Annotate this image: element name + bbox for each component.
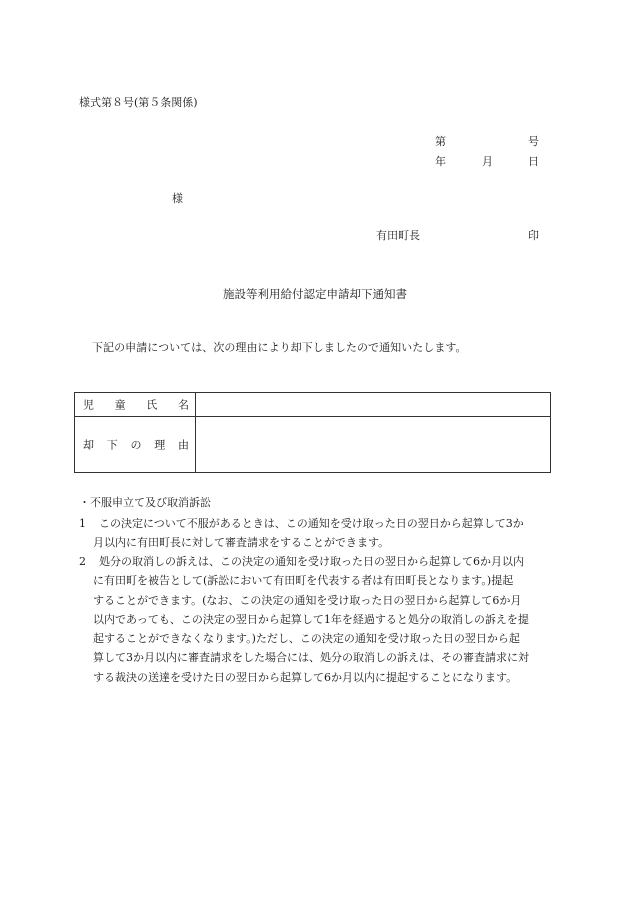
table-row-rejection-reason xyxy=(75,417,550,473)
intro-text: 下記の申請については、次の理由により却下しましたので通知いたします。 xyxy=(92,341,467,354)
date-day-label: 日 xyxy=(528,155,539,168)
note-body xyxy=(93,552,552,687)
label-char: 童 xyxy=(114,398,126,411)
rejection-reason-label-cell xyxy=(75,417,196,473)
label-char: 名 xyxy=(177,398,189,411)
rejection-reason-value[interactable] xyxy=(196,417,550,473)
note-line: 以内であっても、この決定の翌日から起算して1年を経過すると処分の取消しの訴えを提 xyxy=(93,612,529,626)
date-year-label: 年 xyxy=(435,155,446,168)
rejection-reason-label xyxy=(83,440,189,451)
addressee-honorific: 様 xyxy=(172,192,183,205)
note-line: 処分の取消しの訴えは、この決定の通知を受け取った日の翌日から起算して6か月以内 xyxy=(99,555,524,568)
info-table xyxy=(74,392,551,473)
child-name-label-cell xyxy=(75,393,196,416)
sender-name: 有田町長 xyxy=(376,229,420,242)
label-char: の xyxy=(130,438,142,452)
note-body xyxy=(93,514,552,553)
label-char: 児 xyxy=(83,398,94,411)
label-char: 由 xyxy=(178,438,189,452)
date-month-label: 月 xyxy=(482,155,493,168)
note-line: 起することができなくなります。)ただし、この決定の通知を受け取った日の翌日から起 xyxy=(93,632,520,646)
note-line: に有田町を被告として(訴訟において有田町を代表する者は有田町長となります。)提起 xyxy=(93,574,514,588)
label-char: 下 xyxy=(106,438,118,452)
document-title: 施設等利用給付認定申請却下通知書 xyxy=(223,287,407,301)
document-number-suffix: 号 xyxy=(528,135,539,148)
document-number-label: 第 xyxy=(435,135,446,148)
label-char: 理 xyxy=(154,438,166,452)
child-name-label xyxy=(83,399,189,410)
notes-heading: ・不服申立て及び取消訴訟 xyxy=(79,496,211,509)
note-line: 月以内に有田町長に対して審査請求をすることができます。 xyxy=(93,536,390,550)
note-line: することができます。(なお、この決定の通知を受け取った日の翌日から起算して6か月 xyxy=(93,593,522,607)
child-name-value[interactable] xyxy=(196,393,550,416)
note-line: する裁決の送達を受けた日の翌日から起算して6か月以内に提起することになります。 xyxy=(93,670,518,684)
note-number: 2 xyxy=(79,555,86,568)
label-char: 氏 xyxy=(146,398,158,411)
form-number: 様式第８号(第５条関係) xyxy=(79,96,198,109)
note-number: 1 xyxy=(79,517,86,530)
note-line: 算して3か月以内に審査請求をした場合には、処分の取消しの訴えは、その審査請求に対 xyxy=(93,651,529,665)
note-line: この決定について不服があるときは、この通知を受け取った日の翌日から起算して3か xyxy=(99,517,524,530)
seal-mark: 印 xyxy=(528,229,539,242)
table-row-child-name xyxy=(75,393,550,417)
label-char: 却 xyxy=(83,438,94,452)
